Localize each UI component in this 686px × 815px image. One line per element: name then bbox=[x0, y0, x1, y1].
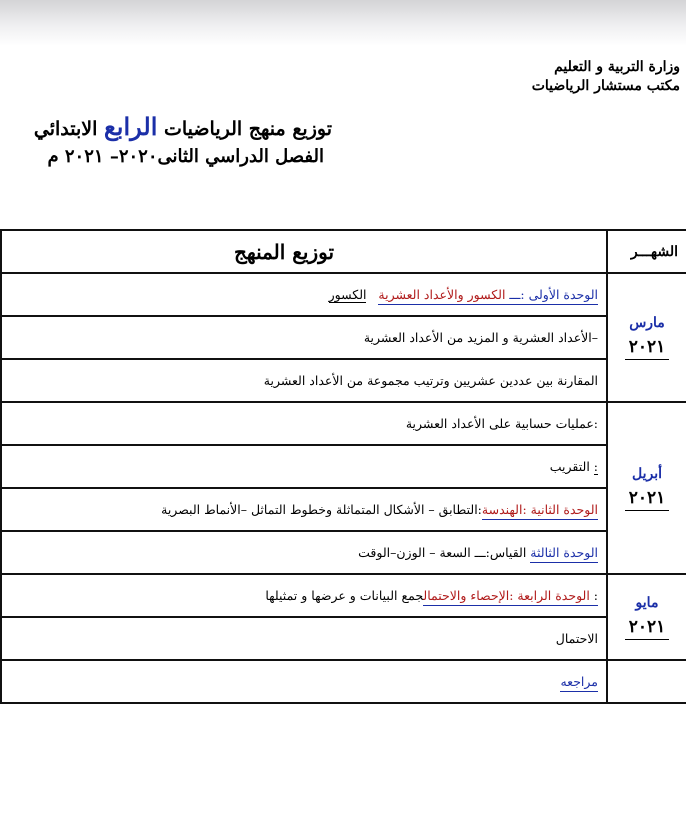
document-title bbox=[34, 112, 332, 141]
plan-cell: المقارنة بين عددين عشريين وترتيب مجموعة من الأعداد العشرية bbox=[1, 359, 607, 402]
month-cell-empty bbox=[607, 660, 686, 703]
curriculum-table bbox=[0, 229, 686, 704]
table-row bbox=[1, 445, 686, 488]
month-name: أبريل bbox=[631, 465, 662, 482]
plan-cell bbox=[1, 660, 607, 703]
table-row bbox=[1, 273, 686, 316]
lesson-text: :التطابق – الأشكال المتماثلة وخطوط التماثل –الأنماط البصرية bbox=[161, 502, 482, 517]
plan-cell: الاحتمال bbox=[1, 617, 607, 660]
table-row bbox=[1, 617, 686, 660]
table-row bbox=[1, 531, 686, 574]
plan-cell: –الأعداد العشرية و المزيد من الأعداد العشرية bbox=[1, 316, 607, 359]
ministry-header bbox=[532, 58, 680, 96]
month-cell-may bbox=[607, 574, 686, 660]
table-row bbox=[1, 402, 686, 445]
ministry-name: وزارة التربية و التعليم bbox=[554, 59, 680, 75]
month-cell-april bbox=[607, 402, 686, 574]
unit-label: الوحدة الرابعة :الإحصاء والاحتمال bbox=[423, 588, 590, 603]
table-header-row bbox=[1, 230, 686, 273]
title-grade: الرابع bbox=[104, 112, 158, 141]
title-suffix: الابتدائي bbox=[33, 118, 98, 140]
lesson-prefix: : bbox=[589, 588, 598, 603]
document-term: الفصل الدراسي الثانى٢٠٢٠– ٢٠٢١ م bbox=[47, 146, 324, 167]
unit-label: الوحدة الأولى :ـــ bbox=[509, 287, 598, 302]
table-row bbox=[1, 660, 686, 703]
title-prefix: توزيع منهج الرياضيات bbox=[163, 118, 332, 140]
header-plan: توزيع المنهج bbox=[1, 230, 607, 273]
month-name: مارس bbox=[629, 315, 665, 331]
plan-cell bbox=[1, 574, 607, 617]
table-row bbox=[1, 316, 686, 359]
lesson-text: التقريب bbox=[549, 459, 594, 474]
lesson-text: الكسور bbox=[328, 287, 367, 302]
month-name: مايو bbox=[635, 594, 659, 611]
plan-cell bbox=[1, 273, 607, 316]
table-row bbox=[1, 574, 686, 617]
table-row bbox=[1, 488, 686, 531]
plan-cell bbox=[1, 531, 607, 574]
table-row bbox=[1, 359, 686, 402]
month-cell-march bbox=[607, 273, 686, 402]
office-name: مكتب مستشار الرياضيات bbox=[531, 78, 680, 94]
month-year: ٢٠٢١ bbox=[625, 617, 670, 640]
header-month: الشهـــر bbox=[607, 230, 686, 273]
lesson-prefix: : bbox=[593, 459, 598, 474]
month-year: ٢٠٢١ bbox=[625, 337, 670, 360]
unit-label: الوحدة الثالثة bbox=[530, 545, 598, 563]
plan-cell bbox=[1, 445, 607, 488]
lesson-text: مراجعه bbox=[560, 674, 598, 692]
unit-topic: الكسور والأعداد العشرية bbox=[378, 287, 506, 302]
top-gradient-bar bbox=[0, 0, 686, 46]
unit-label: الوحدة الثانية :الهندسة bbox=[482, 502, 598, 520]
lesson-text: جمع البيانات و عرضها و تمثيلها bbox=[265, 588, 424, 603]
plan-cell bbox=[1, 488, 607, 531]
month-year: ٢٠٢١ bbox=[625, 488, 670, 511]
plan-cell: :عمليات حسابية على الأعداد العشرية bbox=[1, 402, 607, 445]
lesson-text: القياس:ـــ السعة – الوزن–الوقت bbox=[358, 545, 531, 560]
